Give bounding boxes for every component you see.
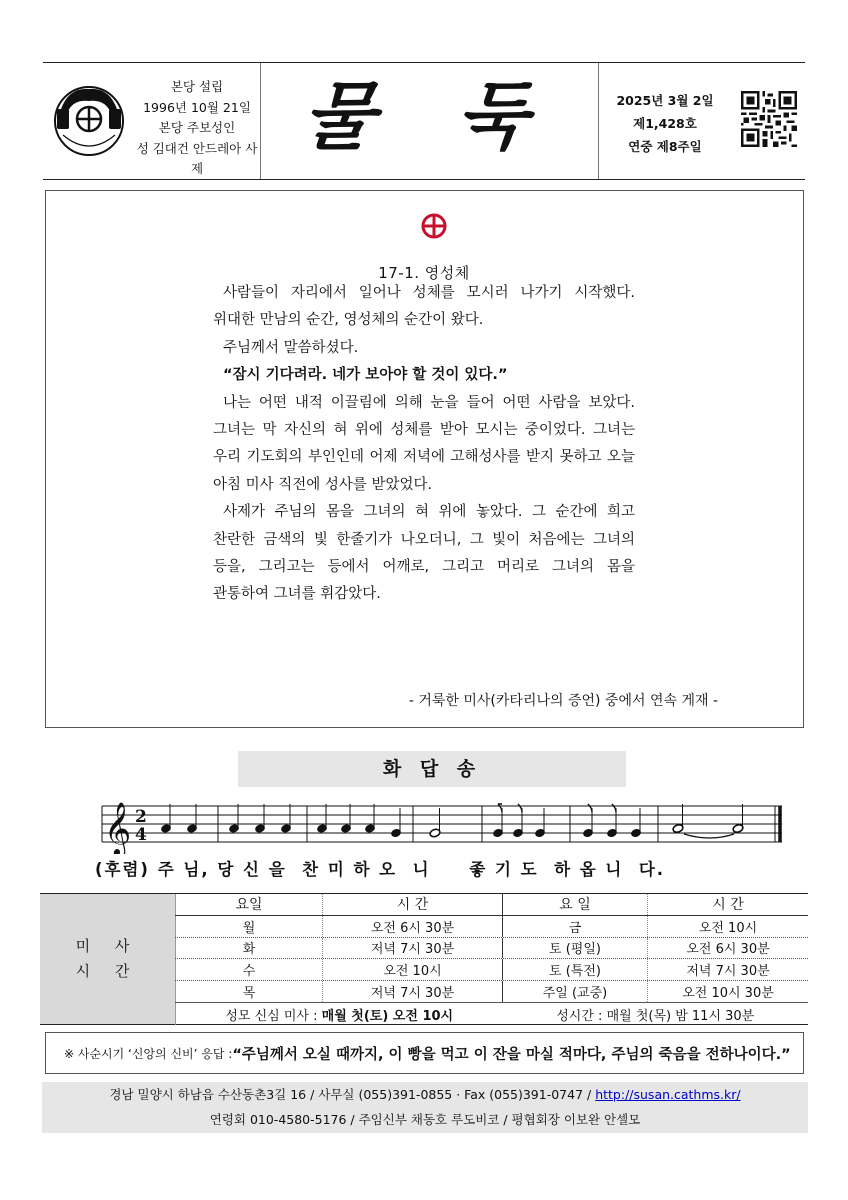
- responsorial-psalm-title: 화 답 송: [238, 751, 626, 787]
- cross-in-circle-icon: [420, 212, 448, 240]
- table-cell: 오전 10시: [322, 959, 502, 980]
- issue-date: 2025년 3월 2일: [616, 93, 714, 108]
- mass-special-row: [175, 1003, 808, 1025]
- table-cell: 오전 10시: [647, 916, 808, 937]
- masthead-title: 물 둑: [298, 74, 561, 160]
- marian-mass-label: 성모 신심 미사 :: [225, 1008, 322, 1024]
- table-cell: 저녁 7시 30분: [647, 959, 808, 980]
- bulletin-header: [43, 62, 805, 180]
- lent-response-box: [45, 1032, 804, 1074]
- founding-label: 본당 설립: [170, 79, 224, 94]
- music-staff: [100, 794, 800, 854]
- mass-label-line: 시 간: [75, 962, 140, 980]
- table-cell: 저녁 7시 30분: [322, 938, 502, 959]
- article-source: - 거룩한 미사(카타리나의 증언) 중에서 연속 게재 -: [408, 693, 718, 709]
- table-row: [175, 959, 808, 981]
- mass-grid: [175, 894, 808, 1003]
- holy-hour-info: 성시간 : 매월 첫(목) 밤 11시 30분: [556, 1008, 755, 1024]
- article-quote: “잠시 기다려라. 네가 보아야 할 것이 있다.”: [223, 367, 508, 384]
- article-paragraph: 나는 어떤 내적 이끌림에 의해 눈을 들어 어떤 사람을 보았다. 그녀는 막 자신의 혀 위에 성체를 받아 모시는 중이었다. 그녀는 우리 기도회의 부인인데 어제 저녁에 고해성사를 받지 못하고 오늘 아침 미사 직전에 성사를 받았었다.: [213, 394, 635, 493]
- table-cell: 목: [175, 981, 322, 1002]
- masthead-cell: [261, 63, 599, 179]
- table-cell: 토 (특전): [502, 959, 647, 980]
- founding-info: [133, 77, 261, 180]
- column-header: 요 일: [502, 894, 647, 915]
- article-title: 17-1. 영성체: [378, 264, 470, 282]
- mass-label-line: 미 사: [75, 937, 140, 955]
- table-cell: 금: [502, 916, 647, 937]
- table-cell: 주일 (교중): [502, 981, 647, 1002]
- column-header: 시 간: [647, 894, 808, 915]
- parish-logo-icon: [49, 79, 129, 159]
- article-body: [213, 280, 635, 609]
- website-link[interactable]: http://susan.cathms.kr/: [595, 1087, 741, 1102]
- column-header: 시 간: [322, 894, 502, 915]
- table-cell: 화: [175, 938, 322, 959]
- patron-label: 본당 주보성인: [158, 120, 236, 135]
- time-signature-top: 2: [135, 807, 147, 827]
- table-cell: 토 (평일): [502, 938, 647, 959]
- treble-clef-icon: 𝄞: [104, 801, 132, 854]
- table-cell: 월: [175, 916, 322, 937]
- table-cell: 오전 6시 30분: [647, 938, 808, 959]
- address-line: [42, 1082, 808, 1107]
- article-paragraph: 사람들이 자리에서 일어나 성체를 모시러 나가기 시작했다. 위대한 만남의 순간, 영성체의 순간이 왔다.: [213, 285, 635, 329]
- issue-number: 제1,428호: [633, 116, 697, 131]
- address-text: 경남 밀양시 하남읍 수산동촌3길 16 / 사무실 (055)391-0855 · Fax (055)391-0747 /: [109, 1087, 596, 1102]
- issue-details: [605, 89, 725, 158]
- table-cell: 저녁 7시 30분: [322, 981, 502, 1002]
- issue-info: [599, 63, 805, 179]
- liturgical-season: 연중 제8주일: [628, 139, 702, 154]
- table-cell: 오전 10시 30분: [647, 981, 808, 1002]
- time-signature-bottom: 4: [135, 825, 147, 845]
- parish-contact-footer: [42, 1082, 808, 1133]
- contacts-line: 연령회 010-4580-5176 / 주임신부 채동호 루도비코 / 평협회장 이보완 안셀모: [209, 1112, 641, 1127]
- table-row: [175, 916, 808, 938]
- article-paragraph: 사제가 주님의 몸을 그녀의 혀 위에 놓았다. 그 순간에 희고 찬란한 금색의 빛 한줄기가 나오더니, 그 빛이 처음에는 그녀의 등을, 그리고는 등에서 어깨로, 그리고 머리로 그녀의 몸을 관통하여 그녀를 휘감았다.: [213, 504, 635, 603]
- table-row: [175, 938, 808, 960]
- marian-mass-time: 매월 첫(토) 오전 10시: [321, 1008, 454, 1024]
- founding-date: 1996년 10월 21일: [143, 99, 251, 115]
- hymn-lyrics: (후렴) 주 님, 당 신 을 찬 미 하 오 니 좋 기 도 하 옵 니 다.: [95, 860, 666, 879]
- article-paragraph: 주님께서 말씀하셨다.: [223, 339, 359, 356]
- table-header-row: [175, 894, 808, 916]
- qr-code-icon[interactable]: [741, 91, 797, 147]
- mass-schedule-table: [40, 893, 808, 1025]
- column-header: 요일: [175, 894, 322, 915]
- marian-mass-info: [176, 1005, 502, 1024]
- table-cell: 오전 6시 30분: [322, 916, 502, 937]
- response-label: ※ 사순시기 ‘신앙의 신비’ 응답 :: [64, 1046, 233, 1061]
- response-text: “주님께서 오실 때까지, 이 빵을 먹고 이 잔을 마실 적마다, 주님의 죽음을 전하나이다.”: [232, 1046, 791, 1063]
- table-cell: 수: [175, 959, 322, 980]
- table-row: [175, 981, 808, 1003]
- mass-schedule-label: [40, 894, 175, 1024]
- parish-info: [43, 63, 261, 179]
- patron-saint: 성 김대건 안드레아 사제: [136, 140, 258, 176]
